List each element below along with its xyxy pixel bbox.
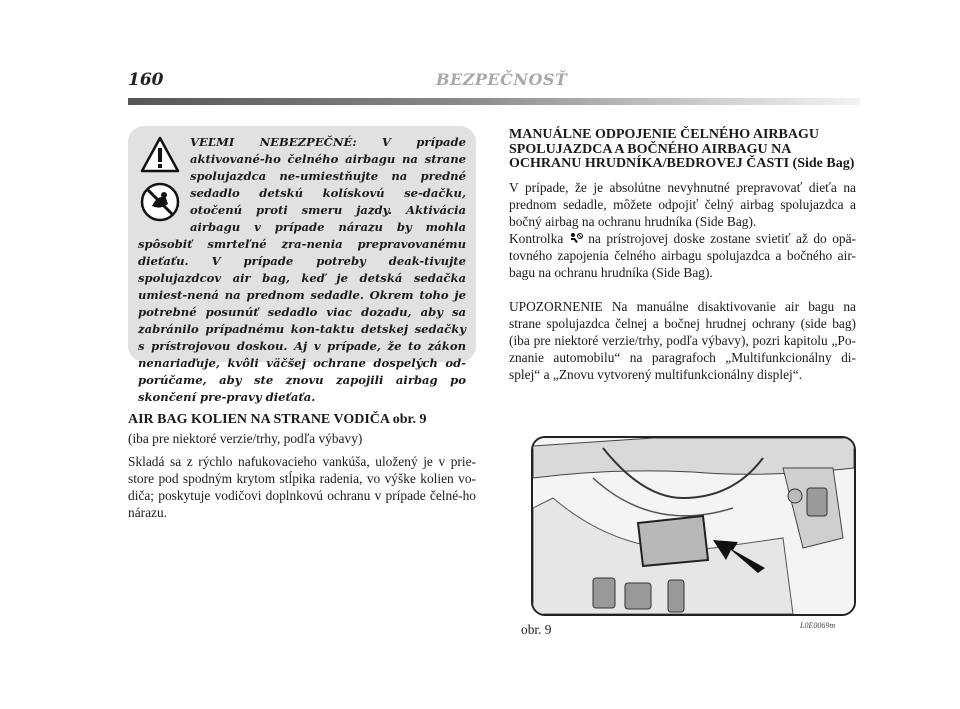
figure-code: L0E0069m (800, 621, 836, 630)
figure-caption: obr. 9 (521, 622, 552, 637)
knee-airbag-figure (531, 436, 856, 616)
section-title: BEZPEČNOSŤ (436, 70, 568, 89)
para2-before: Kontrolka (509, 230, 564, 246)
knee-airbag-body: Skladá sa z rýchlo nafukovacieho vankúša, uložený je v prie-store pod spodným krytom stĺpika radenia, vo výške kolien vo-diča; poskytuje vodičovi doplnkovú ochranu v prípade čelné-ho nárazu. (128, 453, 476, 520)
warning-text: VEĽMI NEBEZPEČNÉ: V prípade aktivované-ho čelného airbagu na strane spolujazdca ne-umiestňujte na predné sedadlo detskú kolískovú se-dačku, otočenú proti smeru jazdy. Aktivácia airbagu v prípade nárazu by mohla spôsobiť smrteľné zra-nenia prepravovanému dieťaťu. V prípade potreby deak-tivujte spolujazdcov air bag, keď je detská sedačka umiest-nená na prednom sedadle. Okrem toho je potrebné posunúť sedadlo viac dozadu, aby sa zabránilo prípadnému kon-taktu detskej sedačky s prístrojovou doskou. Aj v prípade, že to zákon nenariaďuje, kvôli väčšej ochrane dospelých od-porúčame, aby ste znovu zapojili airbag po skončení pre-pravy dieťaťa. (138, 135, 466, 404)
manual-disable-para3: UPOZORNENIE Na manuálne disaktivovanie air bagu na strane spolujazdca čelnej a bočnej hrudnej ochrany (side bag) (iba pre niektoré verzie/trhy, podľa výbavy), pozri kapitolu „Po-znanie automobilu“ na paragrafoch „Multifunkcionálny di-splej“ a „Znovu vytvorený multifunkcionálny displej“. (509, 298, 856, 382)
manual-disable-section (509, 128, 856, 383)
para2-after: na prístrojovej doske zostane svietiť až do opä-tovného zapojenia čelného airbagu spolujazdca a bočného air-bagu na ochranu hrudníka (Side Bag). (509, 230, 856, 280)
car-interior-illustration (533, 438, 854, 614)
header-rule (128, 98, 860, 105)
warning-triangle-icon (140, 136, 180, 174)
manual-disable-para1: V prípade, že je absolútne nevyhnutné prepravovať dieťa na prednom sedadle, môžete odpojiť čelný airbag spolujazdca a bočný airbag na ochranu hrudníka (Side Bag). (509, 179, 856, 229)
no-rear-facing-child-seat-icon (140, 182, 180, 222)
page-number: 160 (128, 70, 164, 90)
airbag-off-indicator-icon (569, 232, 583, 244)
manual-disable-para2 (509, 230, 856, 281)
warning-icons (138, 136, 182, 230)
knee-airbag-subtitle: (iba pre niektoré verzie/trhy, podľa výbavy) (128, 430, 363, 446)
knee-airbag-title: AIR BAG KOLIEN NA STRANE VODIČA obr. 9 (128, 412, 427, 427)
warning-box (128, 126, 476, 404)
knee-airbag-section (128, 413, 476, 521)
manual-disable-title: MANUÁLNE ODPOJENIE ČELNÉHO AIRBAGU SPOLUJAZDCA A BOČNÉHO AIRBAGU NA OCHRANU HRUDNÍKA/BEDROVEJ ČASTI (Side Bag) (509, 127, 855, 171)
